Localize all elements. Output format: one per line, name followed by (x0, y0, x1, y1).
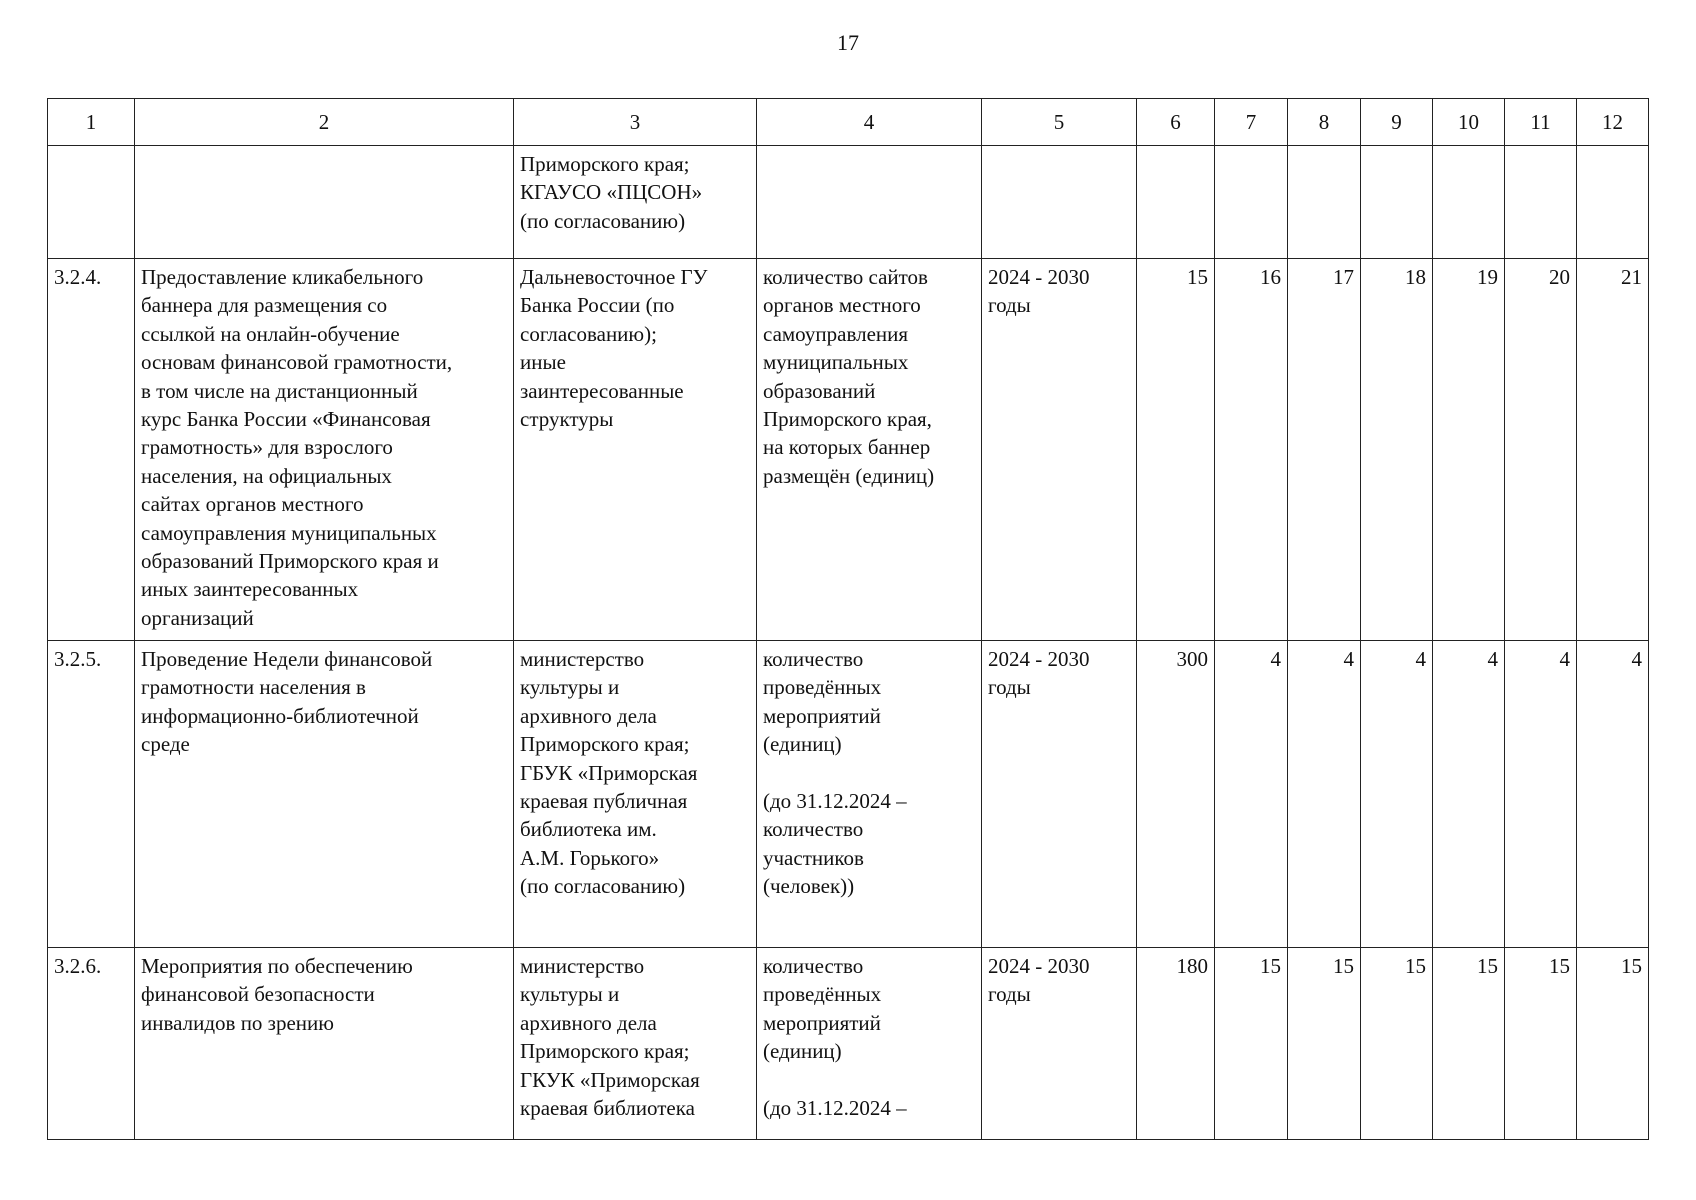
row-value: 4 (1433, 641, 1505, 948)
row-value: 4 (1288, 641, 1361, 948)
column-header: 11 (1505, 99, 1577, 146)
column-header: 4 (757, 99, 982, 146)
column-header: 9 (1361, 99, 1433, 146)
row-measure: Проведение Недели финансовой грамотности населения в информационно-библиотечной среде (135, 641, 514, 948)
row-code (48, 146, 135, 259)
row-period: 2024 - 2030 годы (982, 948, 1137, 1140)
column-header: 12 (1577, 99, 1649, 146)
row-value: 15 (1433, 948, 1505, 1140)
row-value: 4 (1361, 641, 1433, 948)
row-value (1577, 146, 1649, 259)
row-value: 19 (1433, 259, 1505, 641)
row-value: 15 (1215, 948, 1288, 1140)
row-indicator: количество проведённых мероприятий (единиц) (до 31.12.2024 – (757, 948, 982, 1140)
column-header: 10 (1433, 99, 1505, 146)
table-row (48, 948, 1649, 1140)
row-value: 4 (1215, 641, 1288, 948)
row-value (1361, 146, 1433, 259)
row-value: 300 (1137, 641, 1215, 948)
row-value (1215, 146, 1288, 259)
header-row (48, 99, 1649, 146)
table-row (48, 259, 1649, 641)
row-value: 15 (1505, 948, 1577, 1140)
row-value: 20 (1505, 259, 1577, 641)
row-value (1505, 146, 1577, 259)
row-executors: министерство культуры и архивного дела Приморского края; ГБУК «Приморская краевая публичная библиотека им. А.М. Горького» (по согласованию) (514, 641, 757, 948)
row-code: 3.2.4. (48, 259, 135, 641)
row-value: 15 (1288, 948, 1361, 1140)
measures-table (47, 98, 1649, 1140)
row-measure (135, 146, 514, 259)
row-value: 4 (1577, 641, 1649, 948)
row-value: 16 (1215, 259, 1288, 641)
row-value: 15 (1361, 948, 1433, 1140)
row-indicator: количество проведённых мероприятий (единиц) (до 31.12.2024 – количество участников (человек)) (757, 641, 982, 948)
column-header: 3 (514, 99, 757, 146)
row-executors: Приморского края; КГАУСО «ПЦСОН» (по согласованию) (514, 146, 757, 259)
row-indicator (757, 146, 982, 259)
table-row (48, 641, 1649, 948)
column-header: 6 (1137, 99, 1215, 146)
row-measure: Мероприятия по обеспечению финансовой безопасности инвалидов по зрению (135, 948, 514, 1140)
row-value: 17 (1288, 259, 1361, 641)
row-period: 2024 - 2030 годы (982, 641, 1137, 948)
column-header: 1 (48, 99, 135, 146)
row-value: 15 (1577, 948, 1649, 1140)
row-period (982, 146, 1137, 259)
table-row (48, 146, 1649, 259)
row-value: 180 (1137, 948, 1215, 1140)
page-number: 17 (837, 30, 859, 55)
row-period: 2024 - 2030 годы (982, 259, 1137, 641)
row-measure: Предоставление кликабельного баннера для размещения со ссылкой на онлайн-обучение основам финансовой грамотности, в том числе на дистанционный курс Банка России «Финансовая грамотность» для взрослого населения, на официальных сайтах органов местного самоуправления муниципальных образований Приморского края и иных заинтересованных организаций (135, 259, 514, 641)
column-header: 2 (135, 99, 514, 146)
row-value: 18 (1361, 259, 1433, 641)
row-executors: министерство культуры и архивного дела Приморского края; ГКУК «Приморская краевая библиотека (514, 948, 757, 1140)
row-value: 21 (1577, 259, 1649, 641)
column-header: 7 (1215, 99, 1288, 146)
row-code: 3.2.5. (48, 641, 135, 948)
row-value (1288, 146, 1361, 259)
row-code: 3.2.6. (48, 948, 135, 1140)
row-indicator: количество сайтов органов местного самоуправления муниципальных образований Приморского края, на которых баннер размещён (единиц) (757, 259, 982, 641)
row-value (1137, 146, 1215, 259)
row-value: 15 (1137, 259, 1215, 641)
row-value (1433, 146, 1505, 259)
column-header: 8 (1288, 99, 1361, 146)
row-executors: Дальневосточное ГУ Банка России (по согласованию); иные заинтересованные структуры (514, 259, 757, 641)
column-header: 5 (982, 99, 1137, 146)
row-value: 4 (1505, 641, 1577, 948)
